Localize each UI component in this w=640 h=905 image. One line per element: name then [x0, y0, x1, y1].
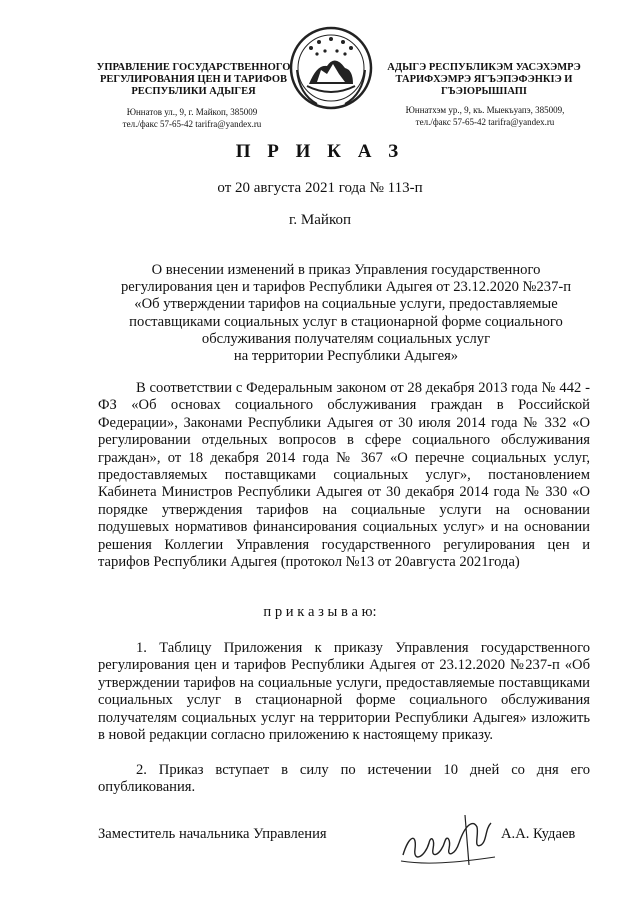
left-org-name: УПРАВЛЕНИЕ ГОСУДАРСТВЕННОГО РЕГУЛИРОВАНИЯ ЦЕН И ТАРИФОВ РЕСПУБЛИКИ АДЫГЕЯ [96, 62, 291, 97]
document-city: г. Майкоп [288, 212, 352, 228]
subject-line: О внесении изменений в приказ Управления государственного [151, 262, 541, 278]
subject-line: регулирования цен и тарифов Республики Адыгея от 23.12.2020 №237-п [120, 279, 572, 296]
signatory-title: Заместитель начальника Управления [98, 826, 327, 842]
preamble-paragraph: В соответствии с Федеральным законом от 28 декабря 2013 года № 442 - ФЗ «Об основах социального обслуживания граждан в Российской Федерации», Законами Республики Адыгея от 30 июля 2014 года № 332 «О регулировании отдельных вопросов в сфере социального обслуживания граждан», от 18 декабря 2014 года № 367 «О перечне социальных услуг, предоставляемых поставщиками социальных услуг», постановлением Кабинета Министров Республики Адыгея от 30 декабря 2014 года № 330 «О порядке утверждения тарифов на социальные услуги на основании подушевых нормативов финансирования социальных услуг» и на основании решения Коллегии Управления государственного регулирования цен и тарифов Республики Адыгея (протокол №13 от 20августа 2021года) [98, 380, 590, 571]
order-item-2: 2. Приказ вступает в силу по истечении 10 дней со дня его опубликования. [98, 762, 590, 796]
right-org-address-block [380, 105, 590, 128]
document-date-number: от 20 августа 2021 года № 113-п [217, 180, 423, 196]
right-org-address: Юннатхэм ур., 9, къ. Мыекъуапэ, 385009, [405, 105, 565, 115]
coat-of-arms-icon [287, 24, 375, 114]
left-org-address-block [92, 107, 292, 130]
subject-line: «Об утверждении тарифов на социальные услуги, предоставляемые [134, 296, 558, 313]
handwritten-signature-icon [395, 805, 515, 875]
left-org-address: Юннатов ул., 9, г. Майкоп, 385009 [126, 107, 258, 117]
subject-line: обслуживания получателям социальных услуг [201, 330, 491, 347]
document-subject [102, 262, 590, 365]
order-word: п р и к а з ы в а ю: [263, 604, 377, 620]
subject-line: на территории Республики Адыгея» [233, 348, 459, 365]
left-org-contacts: тел./факс 57-65-42 tarifra@yandex.ru [122, 118, 262, 129]
subject-line: поставщиками социальных услуг в стационарной форме социального [129, 313, 563, 330]
signatory-name: А.А. Кудаев [501, 826, 576, 842]
document-title: П Р И К А З [235, 141, 405, 162]
right-org-name: АДЫГЭ РЕСПУБЛИКЭМ УАСЭХЭМРЭ ТАРИФХЭМРЭ ЯГЪЭПЭФЭНКIЭ И ГЪЭIОРЫШIАПI [387, 62, 581, 97]
right-org-contacts: тел./факс 57-65-42 tarifra@yandex.ru [415, 116, 555, 127]
order-item-1: 1. Таблицу Приложения к приказу Управления государственного регулирования цен и тарифов Республики Адыгея от 23.12.2020 №237-п «Об утверждении тарифов на социальные услуги, предоставляемые поставщиками социальных услуг в стационарной форме социального обслуживания получателям социальных услуг на территории Республики Адыгея» изложить в новой редакции согласно приложению к настоящему приказу. [98, 640, 590, 744]
